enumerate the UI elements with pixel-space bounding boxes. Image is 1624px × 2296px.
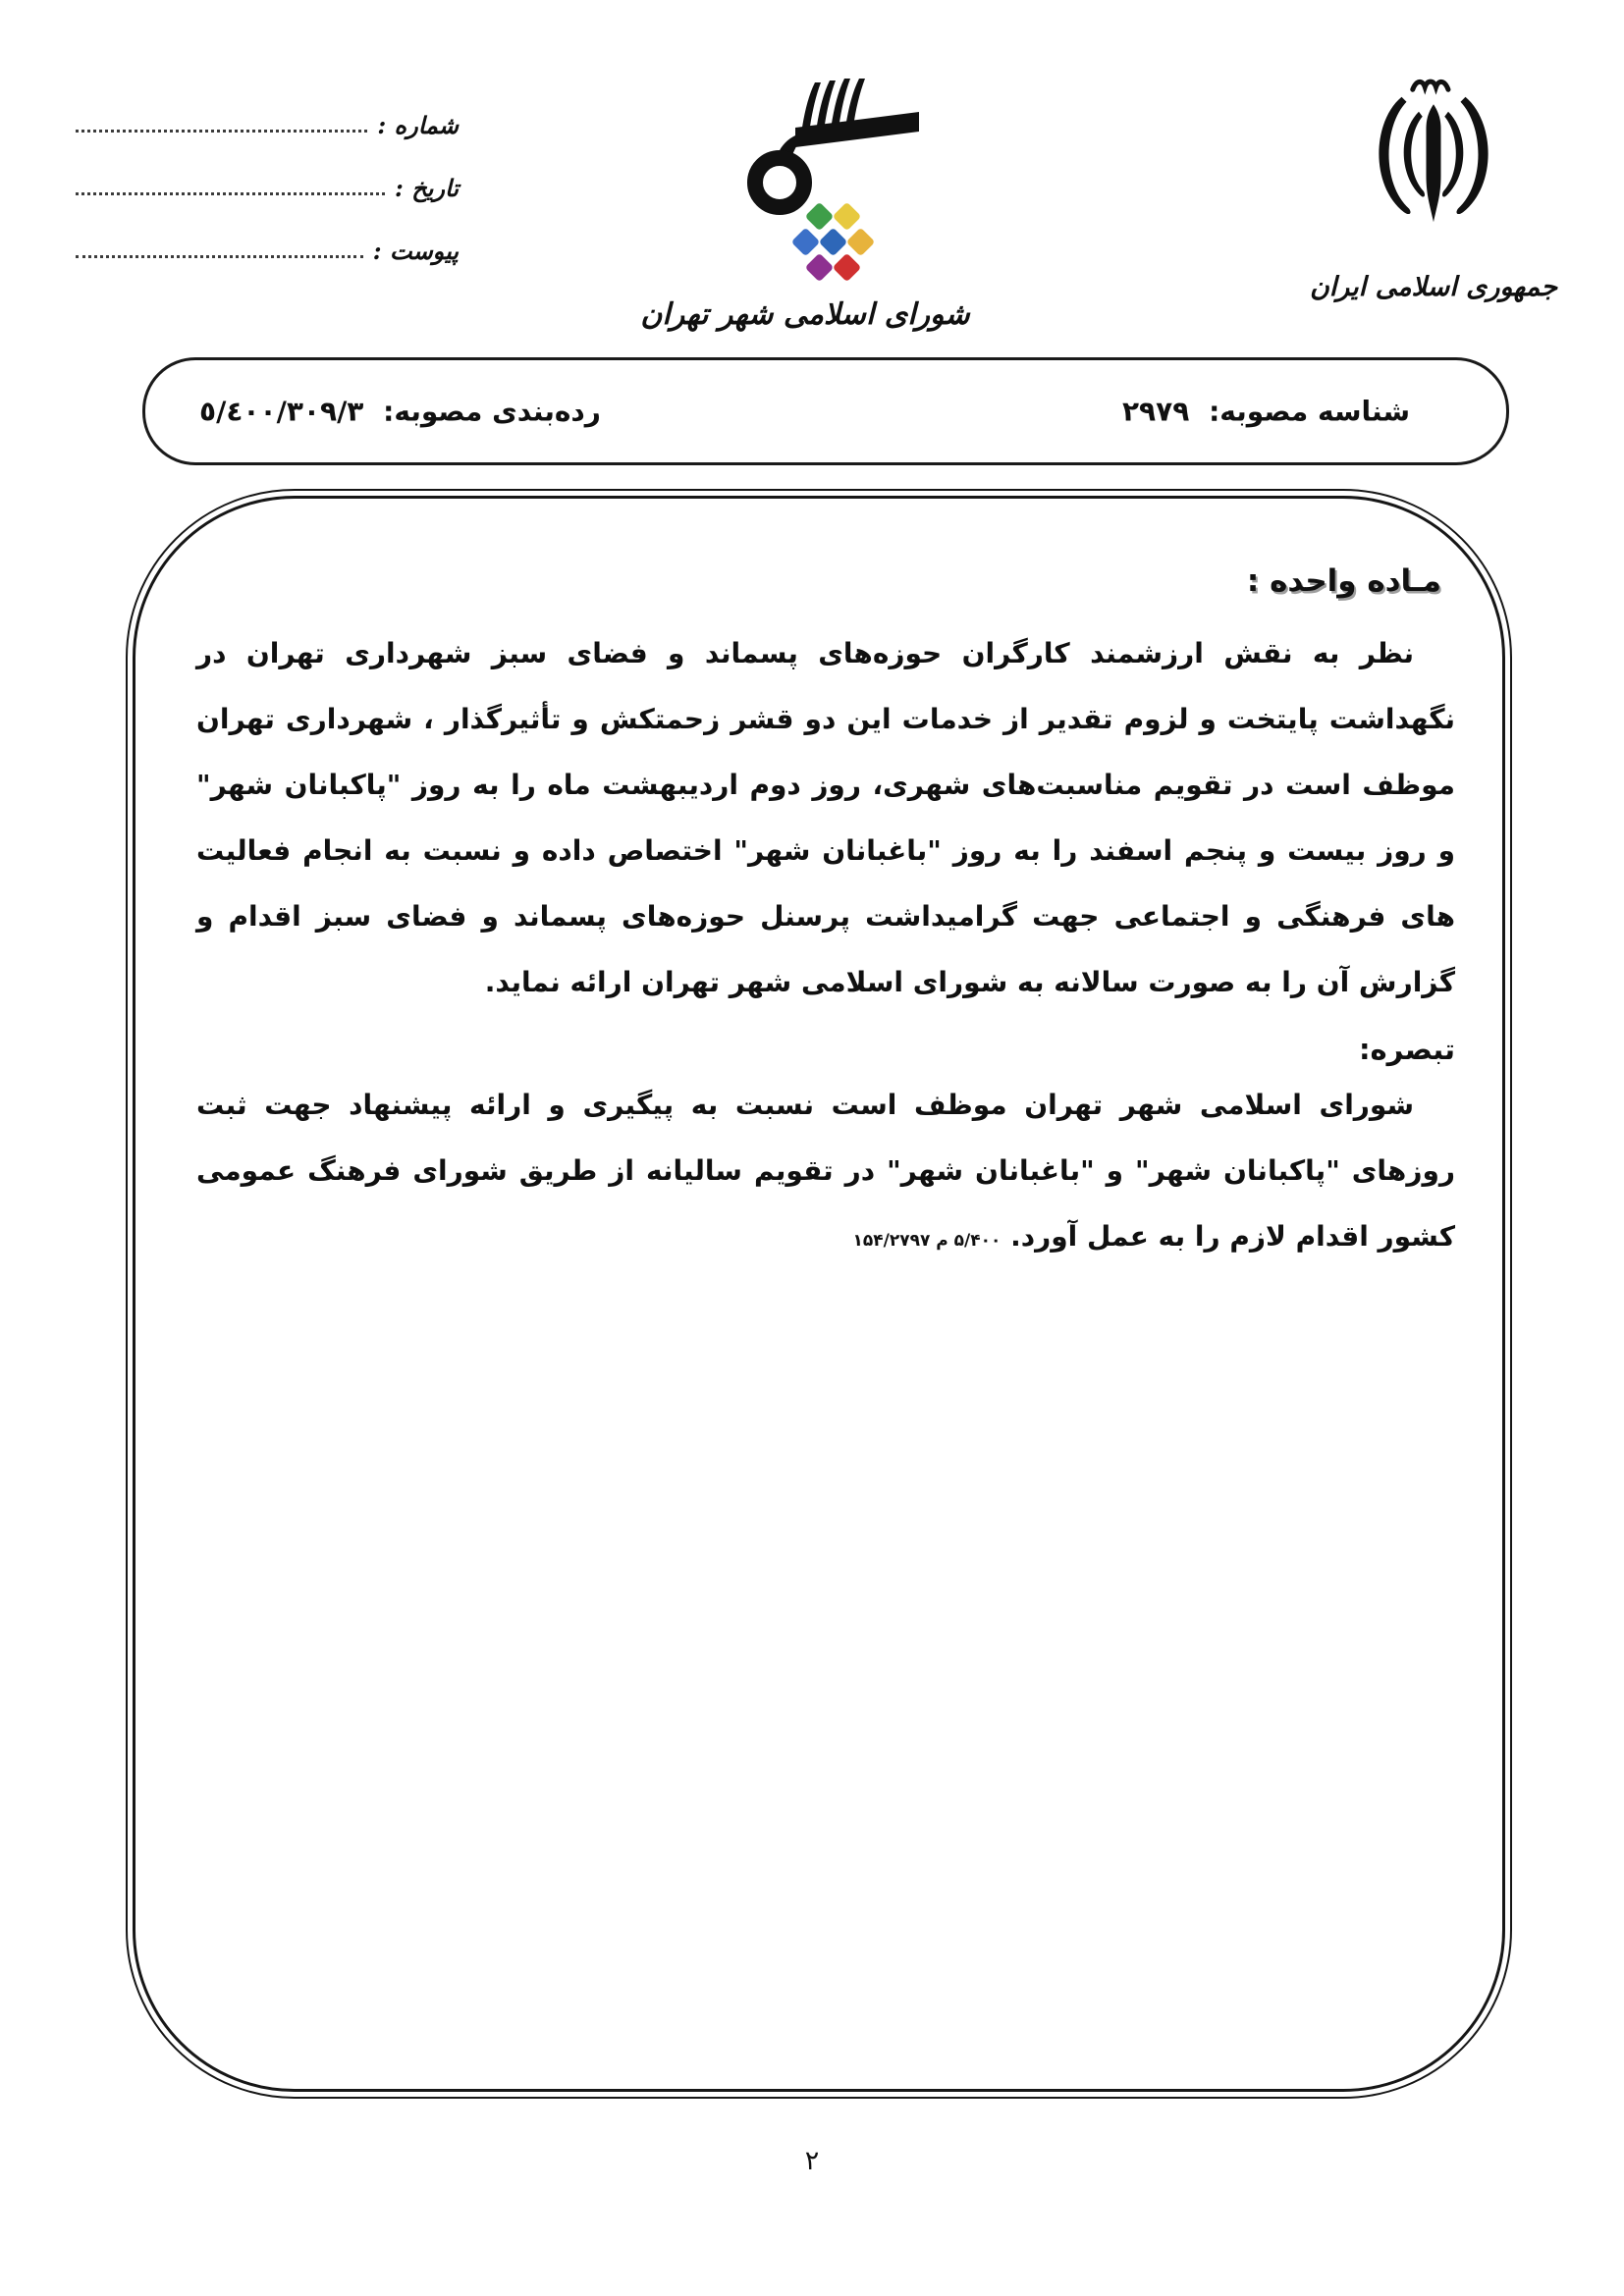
dotted-line xyxy=(76,255,363,258)
logo-tile xyxy=(846,228,876,257)
page-number: ۲ xyxy=(804,2146,820,2176)
council-logo xyxy=(609,51,1001,332)
note-heading: تبصره: xyxy=(1358,1033,1455,1066)
letterhead-fields xyxy=(74,96,459,285)
single-article-heading: مـاده واحده : xyxy=(1246,563,1441,599)
classification-value: ٥/٤٠٠/٣٠٩/٣ xyxy=(199,395,364,428)
decree-body-box xyxy=(126,489,1512,2099)
logo-tile xyxy=(805,202,835,232)
note-paragraph xyxy=(196,1072,1455,1274)
iran-emblem-icon xyxy=(1360,75,1507,240)
decree-body-box-inner-border xyxy=(133,496,1505,2092)
classification-label: رده‌بندی مصوبه: xyxy=(383,395,601,428)
approval-id-label: شناسه مصوبه: xyxy=(1209,395,1410,428)
reference-number: ۵/۴۰۰ م ۱۵۴/۲۷۹۷ xyxy=(852,1231,1001,1251)
council-logo-caption: شورای اسلامی شهر تهران xyxy=(640,297,970,332)
iran-emblem-caption: جمهوری اسلامی ایران xyxy=(1309,272,1558,302)
article-paragraph: نظر به نقش ارزشمند کارگران حوزه‌های پسماند و فضای سبز شهرداری تهران در نگهداشت پایتخت و لزوم تقدیر از خدمات این دو قشر زحمتکش و تأثیرگذار ، شهرداری تهران موظف است در تقویم مناسبت‌های شهری، روز دوم اردیبهشت ماه را به روز "پاکبانان شهر" و روز بیست و پنجم اسفند را به روز "باغبانان شهر" اختصاص داده و نسبت به انجام فعالیت های فرهنگی و اجتماعی جهت گرامیداشت پرسنل حوزه‌های پسماند و فضای سبز اقدام و گزارش آن را به صورت سالانه به شورای اسلامی شهر تهران ارائه نماید. xyxy=(196,637,1455,998)
decree-content xyxy=(135,499,1502,2089)
attachment-field-row xyxy=(74,222,459,265)
date-field-row xyxy=(74,159,459,202)
approval-id-value: ۲۹۷۹ xyxy=(1121,395,1190,428)
logo-tile xyxy=(805,253,835,283)
number-field-row xyxy=(74,96,459,139)
logo-tile xyxy=(833,253,862,283)
iran-emblem xyxy=(1286,69,1581,302)
dotted-line xyxy=(76,130,367,133)
logo-tile xyxy=(833,202,862,232)
number-field-label: شماره : xyxy=(377,111,459,139)
attachment-field-label: پیوست : xyxy=(372,237,459,265)
approval-id xyxy=(1122,396,1410,428)
note-paragraph-text: شورای اسلامی شهر تهران موظف است نسبت به پیگیری و ارائه پیشنهاد جهت ثبت روزهای "پاکبانان شهر" و "باغبانان شهر" در تقویم سالیانه از طریق شورای فرهنگ عمومی کشور اقدام لازم را به عمل آورد. xyxy=(196,1089,1455,1253)
logo-tiles xyxy=(784,206,882,296)
date-field-label: تاریخ : xyxy=(395,174,459,202)
logo-tile xyxy=(819,228,848,257)
dotted-line xyxy=(76,192,385,195)
classification xyxy=(199,396,601,428)
logo-tile xyxy=(791,228,821,257)
decree-header-bar xyxy=(142,357,1509,465)
